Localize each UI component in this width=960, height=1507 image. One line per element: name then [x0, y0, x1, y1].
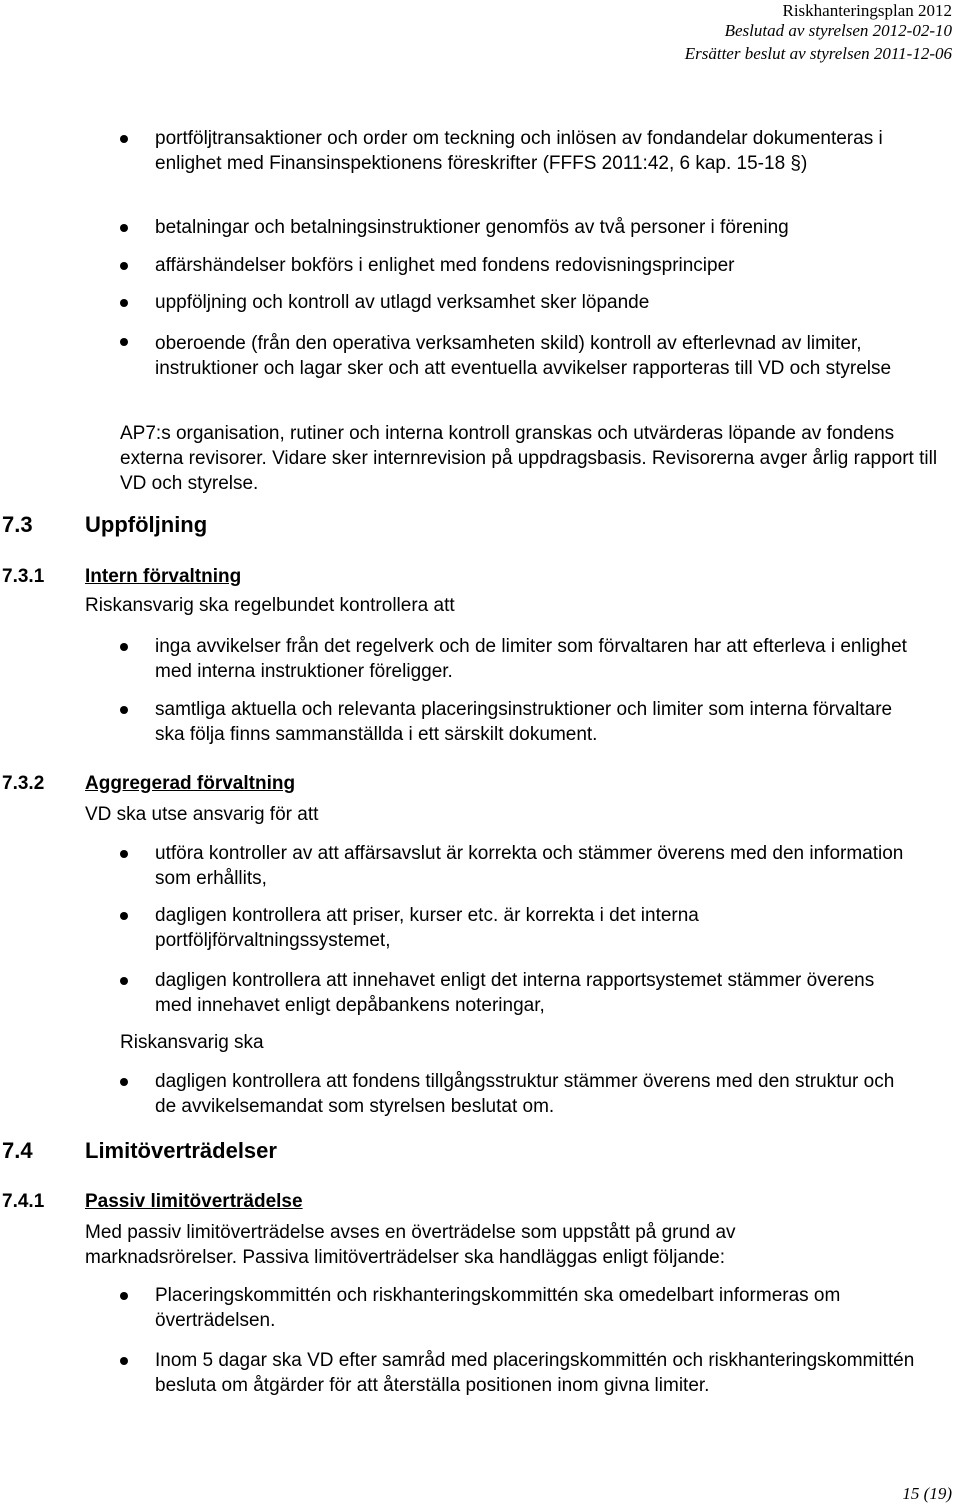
- bullet-icon: [120, 912, 128, 920]
- list-item: Inom 5 dagar ska VD efter samråd med placeringskommittén och riskhanteringskommittén besluta om åtgärder för att återställa positionen inom givna limiter.: [155, 1350, 915, 1396]
- section-number: 7.4: [2, 1138, 33, 1163]
- bullet-icon: [120, 850, 128, 858]
- section-heading-7-3: [0, 511, 400, 539]
- section-heading-7-4-1: [0, 1189, 400, 1214]
- list-item: dagligen kontrollera att innehavet enligt det interna rapportsystemet stämmer överens med innehavet enligt depåbankens noteringar,: [155, 970, 875, 1016]
- header-decided-date: Beslutad av styrelsen 2012-02-10: [724, 21, 952, 40]
- list-item: dagligen kontrollera att priser, kurser etc. är korrekta i det interna portföljförvaltningssystemet,: [155, 905, 699, 951]
- section-intro: Med passiv limitöverträdelse avses en överträdelse som uppstått på grund av marknadsrörelser. Passiva limitöverträdelser ska handläggas enligt följande:: [85, 1222, 736, 1268]
- section-heading-7-3-2: [0, 771, 400, 796]
- bullet-icon: [120, 299, 128, 307]
- list-item: affärshändelser bokförs i enlighet med fondens redovisningsprinciper: [155, 255, 735, 276]
- section-number: 7.3.1: [2, 566, 45, 587]
- bullet-icon: [120, 643, 128, 651]
- bullet-icon: [120, 1078, 128, 1086]
- section-title: Uppföljning: [85, 512, 208, 537]
- section-title: Aggregerad förvaltning: [85, 773, 296, 794]
- bullet-icon: [120, 135, 128, 143]
- section-title: Passiv limitöverträdelse: [85, 1191, 303, 1212]
- bullet-icon: [120, 262, 128, 270]
- bullet-icon: [120, 338, 128, 346]
- section-heading-7-4: [0, 1137, 400, 1165]
- list-item: dagligen kontrollera att fondens tillgångsstruktur stämmer överens med den struktur och de avvikelsemandat som styrelsen beslutat om.: [155, 1071, 895, 1117]
- header-replaces-date: Ersätter beslut av styrelsen 2011-12-06: [684, 44, 952, 63]
- section-number: 7.3: [2, 512, 33, 537]
- section-intro-2: Riskansvarig ska: [120, 1032, 264, 1053]
- list-item: utföra kontroller av att affärsavslut är korrekta och stämmer överens med den information som erhållits,: [155, 843, 904, 889]
- section-heading-7-3-1: [0, 564, 400, 589]
- bullet-icon: [120, 706, 128, 714]
- list-item: portföljtransaktioner och order om teckning och inlösen av fondandelar dokumenteras i enlighet med Finansinspektionens föreskrifter (FFFS 2011:42, 6 kap. 15-18 §): [155, 128, 883, 174]
- list-item: betalningar och betalningsinstruktioner genomfös av två personer i förening: [155, 217, 789, 238]
- section-title: Intern förvaltning: [85, 566, 242, 587]
- section-number: 7.4.1: [2, 1191, 45, 1212]
- section-intro: VD ska utse ansvarig för att: [85, 804, 319, 825]
- list-item: oberoende (från den operativa verksamheten skild) kontroll av efterlevnad av limiter, instruktioner och lagar sker och att eventuella avvikelser rapporteras till VD och styrelse: [155, 333, 892, 379]
- bullet-icon: [120, 224, 128, 232]
- list-item: Placeringskommittén och riskhanteringskommittén ska omedelbart informeras om överträdelsen.: [155, 1285, 841, 1331]
- section-number: 7.3.2: [2, 773, 45, 794]
- bullet-icon: [120, 1292, 128, 1300]
- list-item: samtliga aktuella och relevanta placeringsinstruktioner och limiter som interna förvaltare ska följa finns sammanställda i ett särskilt dokument.: [155, 699, 893, 745]
- list-item: inga avvikelser från det regelverk och de limiter som förvaltaren har att efterleva i enlighet med interna instruktioner föreligger.: [155, 636, 907, 682]
- page-number: 15 (19): [902, 1484, 952, 1503]
- section-intro: Riskansvarig ska regelbundet kontrollera att: [85, 595, 455, 616]
- header-plan-title: Riskhanteringsplan 2012: [782, 1, 952, 20]
- list-item: uppföljning och kontroll av utlagd verksamhet sker löpande: [155, 292, 650, 313]
- bullet-icon: [120, 977, 128, 985]
- section-title: Limitöverträdelser: [85, 1138, 277, 1163]
- paragraph-ap7-audit: AP7:s organisation, rutiner och interna kontroll granskas och utvärderas löpande av fondens externa revisorer. Vidare sker internrevision på uppdragsbasis. Revisorerna avger årlig rapport till VD och styrelse.: [120, 423, 938, 494]
- bullet-icon: [120, 1357, 128, 1365]
